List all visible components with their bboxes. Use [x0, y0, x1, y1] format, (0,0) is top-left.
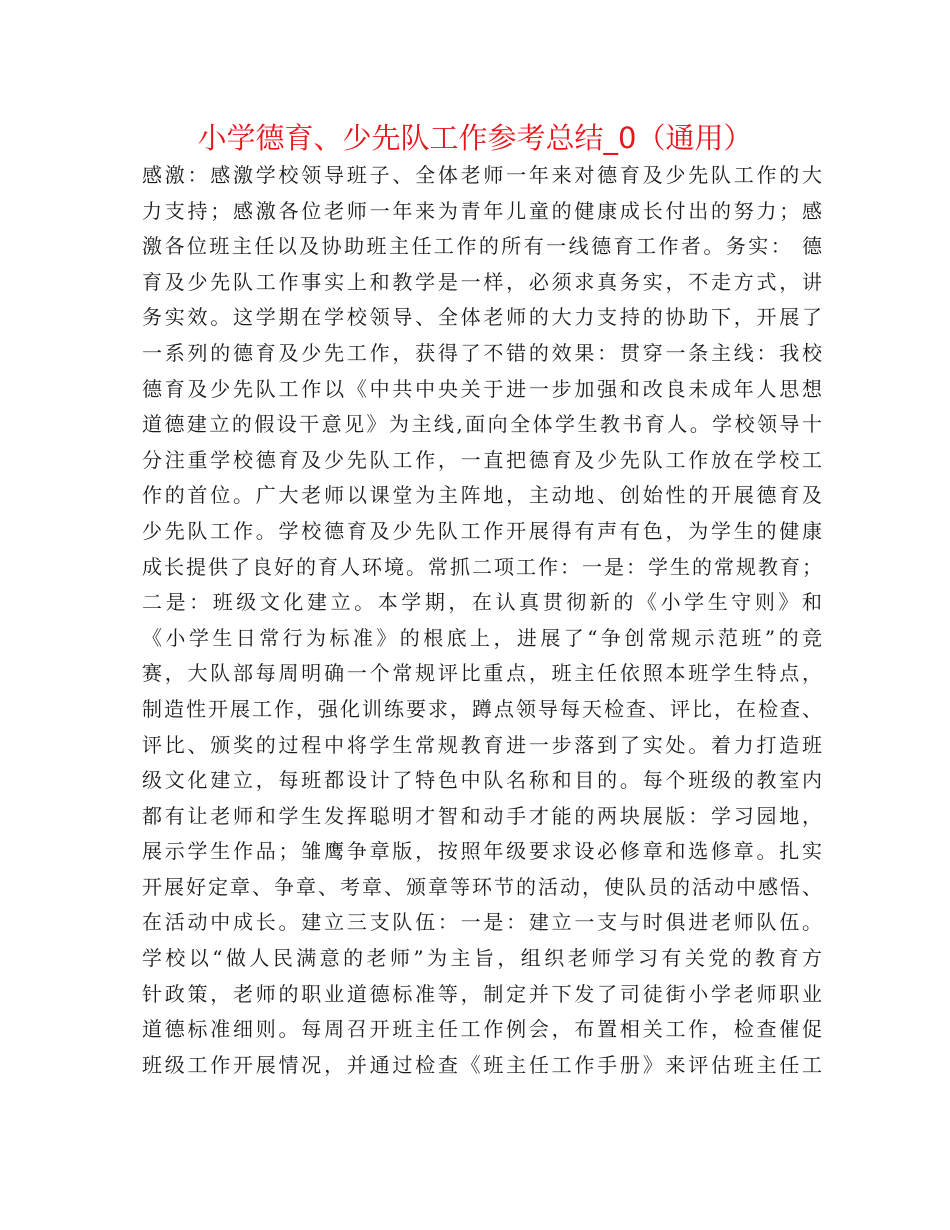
document-title: 小学德育、少先队工作参考总结_0（通用）	[197, 121, 753, 155]
body-line: 务实效。这学期在学校领导、全体老师的大力支持的协助下，开展了	[142, 305, 822, 330]
body-line: 一系列的德育及少先工作，获得了不错的效果：贯穿一条主线：我校	[142, 340, 822, 365]
body-line: 班级工作开展情况，并通过检查《班主任工作手册》来评估班主任工	[142, 1052, 822, 1077]
body-line: 针政策，老师的职业道德标准等，制定并下发了司徒街小学老师职业	[142, 981, 822, 1006]
body-line: 赛，大队部每周明确一个常规评比重点，班主任依照本班学生特点，	[142, 661, 822, 686]
body-line: 激各位班主任以及协助班主任工作的所有一线德育工作者。务实： 德	[142, 234, 822, 259]
body-line: 评比、颁奖的过程中将学生常规教育进一步落到了实处。着力打造班	[142, 732, 822, 757]
body-line: 级文化建立，每班都设计了特色中队名称和目的。每个班级的教室内	[142, 768, 822, 793]
body-line: 少先队工作。学校德育及少先队工作开展得有声有色，为学生的健康	[142, 518, 822, 543]
body-line: 道德标准细则。每周召开班主任工作例会，布置相关工作，检查催促	[142, 1017, 822, 1042]
document-body	[142, 158, 822, 1083]
body-line: 都有让老师和学生发挥聪明才智和动手才能的两块展版：学习园地，	[142, 803, 822, 828]
body-line: 作的首位。广大老师以课堂为主阵地，主动地、创始性的开展德育及	[142, 483, 822, 508]
body-line: 育及少先队工作事实上和教学是一样，必须求真务实，不走方式，讲	[142, 269, 822, 294]
body-line: 开展好定章、争章、考章、颁章等环节的活动，使队员的活动中感悟、	[142, 874, 822, 899]
body-line: 成长提供了良好的育人环境。常抓二项工作：一是：学生的常规教育；	[142, 554, 822, 579]
body-line: 道德建立的假设干意见》为主线,面向全体学生教书育人。学校领导十	[142, 412, 822, 437]
body-line: 在活动中成长。建立三支队伍：一是：建立一支与时俱进老师队伍。	[142, 910, 822, 935]
body-line: 德育及少先队工作以《中共中央关于进一步加强和改良未成年人思想	[142, 376, 822, 401]
body-line: 二是：班级文化建立。本学期，在认真贯彻新的《小学生守则》和	[142, 590, 822, 615]
body-line: 《小学生日常行为标准》的根底上，进展了“争创常规示范班”的竞	[142, 625, 822, 650]
body-line: 力支持；感激各位老师一年来为青年儿童的健康成长付出的努力；感	[142, 198, 822, 223]
body-line: 学校以“做人民满意的老师”为主旨，组织老师学习有关党的教育方	[142, 946, 822, 971]
body-line: 感激：感激学校领导班子、全体老师一年来对德育及少先队工作的大	[142, 163, 822, 187]
body-line: 分注重学校德育及少先队工作，一直把德育及少先队工作放在学校工	[142, 447, 822, 472]
body-line: 展示学生作品；雏鹰争章版，按照年级要求设必修章和选修章。扎实	[142, 839, 822, 864]
body-line: 制造性开展工作，强化训练要求，蹲点领导每天检查、评比，在检查、	[142, 696, 822, 721]
